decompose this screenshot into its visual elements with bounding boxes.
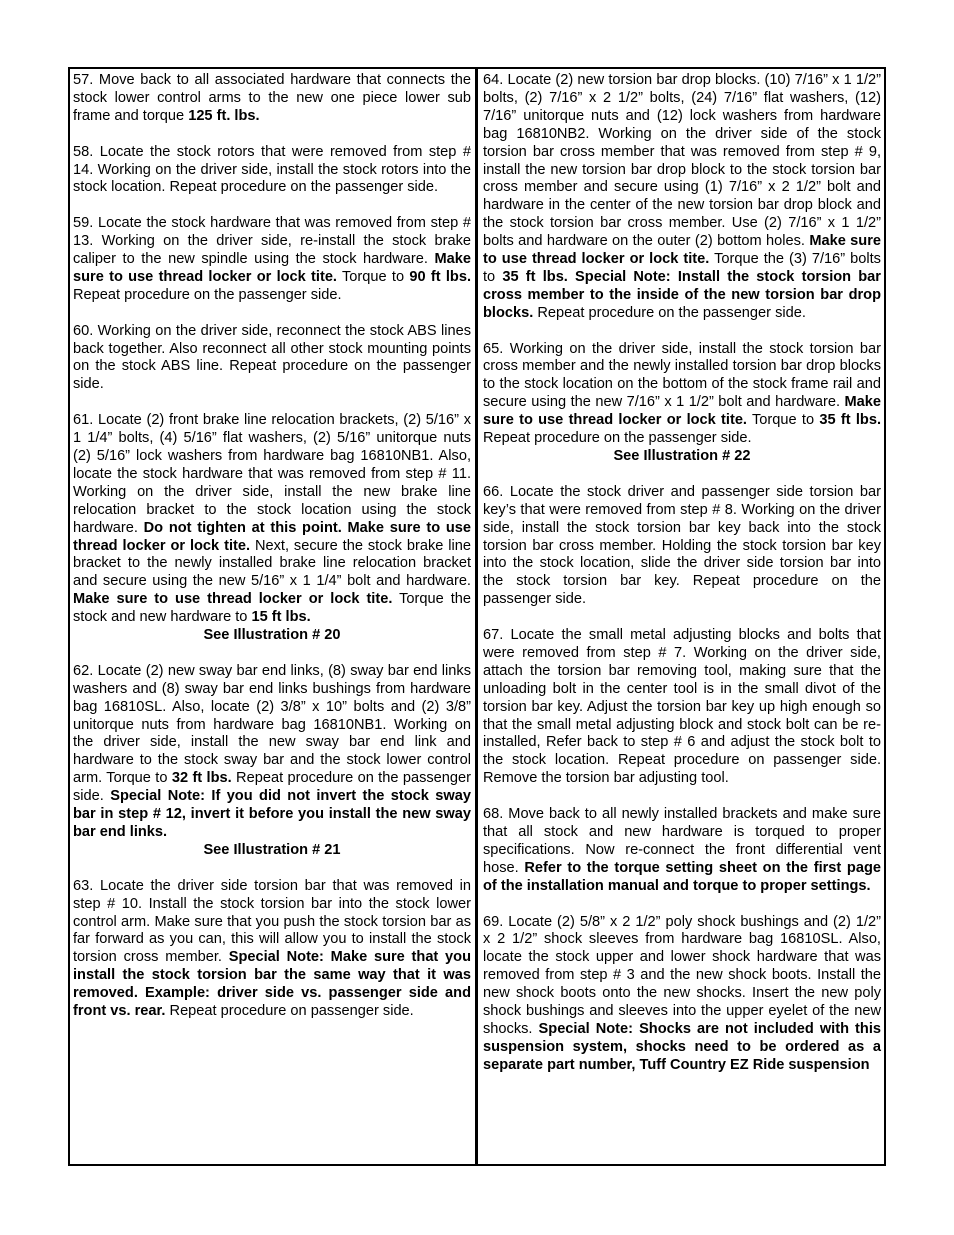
- step-66: 66. Locate the stock driver and passenger side torsion bar key’s that were removed from step # 8. Working on the driver side, install the stock torsion bar key back into the stock torsion bar cross member. Holding the stock torsion bar key into the stock location, slide the driver side torsion bar into the stock torsion bar key. Repeat procedure on the passenger side.: [483, 483, 881, 608]
- step-61: 61. Locate (2) front brake line relocation brackets, (2) 5/16” x 1 1/4” bolts, (4) 5/16” flat washers, (2) 5/16” unitorque nuts (2) 5/16” lock washers from hardware bag 16810NB1. Also, locate the stock hardware that was removed from step # 11. Working on the driver side, install the new brake line relocation bracket to the stock location using the stock hardware. Do not tighten at this point. Make sure to use thread locker or lock tite. Next, secure the stock brake line bracket to the newly installed brake line relocation bracket and secure using the new 5/16” x 1 1/4” bolt and hardware. Make sure to use thread locker or lock tite. Torque the stock and new hardware to 15 ft lbs. See Illustration # 20: [73, 412, 472, 644]
- step-68: 68. Move back to all newly installed brackets and make sure that all stock and new hardware is torqued to proper specifications. Now re-connect the front differential vent hose. Refer to the torque setting sheet on the first page of the installation manual and torque to proper settings.: [483, 806, 881, 894]
- step-63: 63. Locate the driver side torsion bar that was removed in step # 10. Install the stock torsion bar into the stock lower control arm. Make sure that you push the stock torsion bar as far forward as you can, this will allow you to install the stock torsion cross member. Special Note: Make sure that you install the stock torsion bar the same way that it was removed. Example: driver side vs. passenger side and front vs. rear. Repeat procedure on passenger side.: [73, 877, 472, 1020]
- step-64: 64. Locate (2) new torsion bar drop blocks. (10) 7/16” x 1 1/2” bolts, (2) 7/16” x 2 1/2” bolts, (24) 7/16” flat washers, (12) 7/16” unitorque nuts and (12) lock washers from hardware bag 16810NB2. Working on the driver side of the stock torsion bar cross member that was removed from step # 9, install the new torsion bar drop block to the stock torsion bar cross member and secure using (1) 7/16” x 2 1/2” bolt and hardware in the center of the new torsion bar drop block and the stock torsion bar cross member. Use (2) 7/16” x 1 1/2” bolts and hardware on the outer (2) bottom holes. Make sure to use thread locker or lock tite. Torque the (3) 7/16” bolts to 35 ft lbs. Special Note: Install the stock torsion bar cross member to the inside of the new torsion bar drop blocks. Repeat procedure on the passenger side.: [483, 72, 882, 321]
- column-divider: [475, 67, 478, 1166]
- illustration-reference: See Illustration # 21: [203, 841, 341, 858]
- step-59: 59. Locate the stock hardware that was removed from step # 13. Working on the driver side, re-install the stock brake caliper to the new spindle using the stock hardware. Make sure to use thread locker or lock tite. Torque to 90 ft lbs. Repeat procedure on the passenger side.: [73, 215, 471, 303]
- step-60: 60. Working on the driver side, reconnect the stock ABS lines back together. Also reconnect all other stock mounting points on the stock ABS line. Repeat procedure on the passenger side.: [73, 322, 471, 393]
- step-69: 69. Locate (2) 5/8” x 2 1/2” poly shock bushings and (2) 1/2” x 2 1/2” shock sleeves from hardware bag 16810SL. Also, locate the stock upper and lower shock hardware that was removed from step # 3 and the new shock boots. Install the new shock boots onto the new shocks. Insert the new poly shock bushings and sleeves into the upper eyelet of the new shocks. Special Note: Shocks are not included with this suspension system, shocks need to be ordered as a separate part number, Tuff Country EZ Ride suspension: [483, 913, 882, 1073]
- step-58: 58. Locate the stock rotors that were removed from step # 14. Working on the driver side, install the stock rotors into the stock location. Repeat procedure on the passenger side.: [73, 143, 471, 196]
- step-67: 67. Locate the small metal adjusting blocks and bolts that were removed from step # 7. Working on the driver side, attach the torsion bar removing tool, making sure that the unloading bolt in the center tool is in the small divot of the torsion bar key. Adjust the torsion bar key up high enough so that the small metal adjusting block and stock bolt can be re-installed, Refer back to step # 6 and adjust the stock bolt to the stock location. Repeat procedure on passenger side. Remove the torsion bar adjusting tool.: [483, 627, 881, 787]
- illustration-reference: See Illustration # 20: [203, 627, 341, 644]
- left-column: [73, 72, 471, 1021]
- illustration-reference: See Illustration # 22: [613, 448, 751, 465]
- step-65: 65. Working on the driver side, install the stock torsion bar cross member and the newly installed torsion bar drop blocks to the stock location on the bottom of the stock frame rail and secure using the new 7/16” x 1 1/2” bolt and hardware. Make sure to use thread locker or lock tite. Torque to 35 ft lbs. Repeat procedure on the passenger side. See Illustration # 22: [483, 340, 881, 465]
- step-57: 57. Move back to all associated hardware that connects the stock lower control arms to the new one piece lower sub frame and torque 125 ft. lbs.: [73, 72, 471, 124]
- right-column: [483, 72, 881, 1075]
- step-62: 62. Locate (2) new sway bar end links, (8) sway bar end links washers and (8) sway bar end links bushings from hardware bag 16810SL. Also, locate (2) 3/8” x 10” bolts and (2) 3/8” unitorque nuts from hardware bag 16810NB1. Working on the driver side, install the new sway bar end link and hardware to the stock sway bar and the stock lower control arm. Torque to 32 ft lbs. Repeat procedure on the passenger side. Special Note: If you did not invert the stock sway bar in step # 12, invert it before you install the new sway bar end links. See Illustration # 21: [73, 662, 471, 858]
